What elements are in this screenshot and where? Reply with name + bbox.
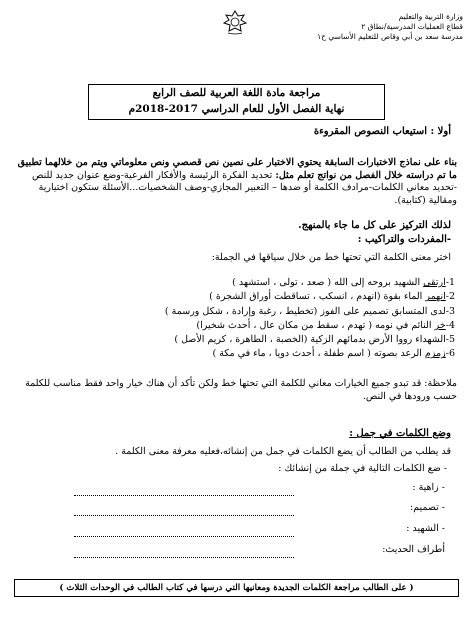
vocab-heading: -المفردات والتراكيب : [357, 234, 451, 245]
sentences-heading: وضع الكلمات في جمل : [349, 428, 451, 439]
sentence-word-4: أطراف الحديث: [382, 544, 445, 555]
title-line-2: نهاية الفصل الأول للعام الدراسي 2017-2018م [128, 103, 345, 115]
ministry-header [317, 12, 463, 42]
section-heading-reading: أولا : استيعاب النصوص المقروءة [313, 126, 451, 137]
vocab-note [12, 378, 457, 403]
focus-line: لذلك التركيز على كل ما جاء بالمنهج. [298, 220, 451, 231]
answer-line[interactable] [74, 494, 294, 496]
intro-plain: تحديد الفكرة الرئيسة والأفكار الفرعية-وضع عنوان جديد للنص -تحديد معاني الكلمات-مرادف الكلمة أو ضدها – التعبير المجازي-وصف الشخصيات...الأسئلة ستكون اختيارية ومقالية (كتابية). [31, 169, 457, 206]
note-text: قد تبدو جميع الخيارات معاني للكلمة التي تحتها خط ولكن تأكد أن هناك خيار واحد فقط مناسب للكلمة حسب ورودها في النص. [25, 378, 457, 402]
sentences-intro: قد يطلب من الطالب أن يضع الكلمات في جمل من إنشائه،فعليه معرفة معنى الكلمة . [115, 446, 451, 457]
vocab-item: 5-الشهداء رووا الأرض بدمائهم الزكية (الخصبة ، الطاهرة ، كريم الأصل ) [174, 334, 455, 346]
vocab-instruction: اختر معنى الكلمة التي تحتها خط من خلال سياقها في الجملة: [211, 252, 451, 263]
intro-paragraph [12, 157, 457, 207]
ministry-line-3: مدرسة سعد بن أبي وقاص للتعليم الأساسي ح١ [317, 32, 463, 41]
sentence-word-2: - تصميم: [410, 502, 445, 513]
ministry-line-2: قطاع العمليات المدرسية/نطاق ٢ [361, 22, 463, 31]
sentence-word-1: - زاهية : [412, 482, 445, 493]
sentences-task: - ضع الكلمات التالية في جملة من إنشائك : [278, 463, 447, 474]
title-line-1: مراجعة مادة اللغة العربية للصف الرابع [152, 87, 321, 99]
vocab-question-list [15, 276, 455, 362]
vocab-item: 1-ارتقى الشهيد بروحه إلى الله ( صعد ، تولى ، استشهد ) [232, 277, 455, 288]
answer-line[interactable] [74, 535, 294, 537]
sentence-word-3: - الشهيد : [406, 523, 445, 534]
title-box [88, 84, 385, 120]
answer-line[interactable] [74, 514, 294, 516]
answer-line[interactable] [74, 556, 294, 558]
vocab-item: 4-خر النائم في نومه ( تهدم ، سقط من مكان عال ، أحدث شخيرا) [196, 319, 455, 331]
vocab-item: 6-زمزم الرعد بصوته ( اسم طفلة ، أحدث دويا ، ماء في مكة ) [212, 348, 455, 360]
ministry-line-1: وزارة التربية والتعليم [398, 12, 463, 21]
vocab-item: 3-لدى المتسابق تصميم على الفوز (تخطيط ، رغبة وإرادة ، شكل ورسمة ) [164, 305, 455, 317]
footer-note: ( على الطالب مراجعة الكلمات الجديدة ومعانيها التي درسها في كتاب الطالب في الوحدات الثلاث ) [14, 579, 459, 597]
emblem-icon [222, 8, 248, 36]
note-label: ملاحظة: [424, 378, 457, 389]
intro-bold: بناء على نماذج الاختبارات السابقة يحتوي الاختبار على نصين نص قصصي ونص معلوماتي ويتم من خلالهما تطبيق ما تم دراسته خلال الفصل من نواتج تعلم مثل: [17, 157, 457, 181]
vocab-item: 2-انهمر الماء بقوة (انهدم ، انسكب ، تساقطت أوراق الشجرة ) [209, 291, 455, 303]
